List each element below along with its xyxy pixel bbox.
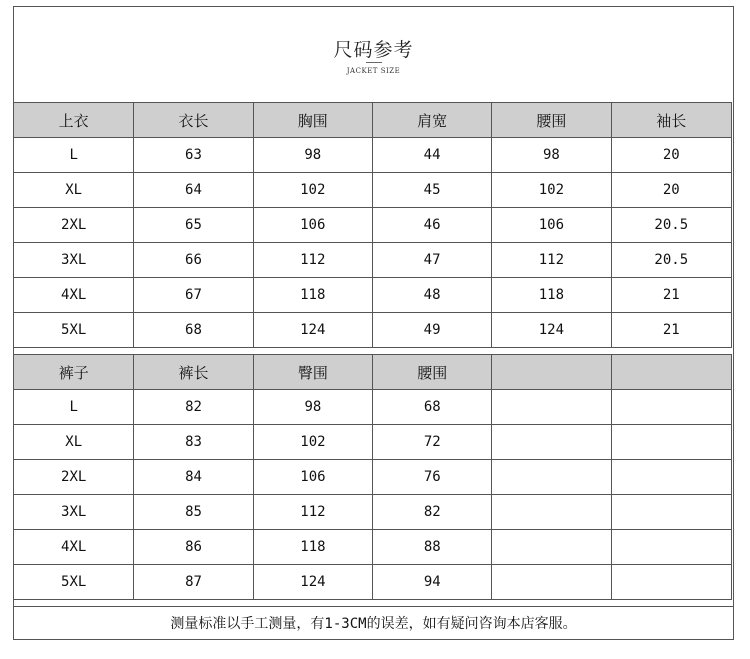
measurement-cell: 102 — [492, 173, 611, 208]
measurement-cell: 48 — [372, 278, 491, 313]
measurement-cell — [611, 460, 731, 495]
pants-header-row — [14, 355, 732, 390]
size-chart-sheet — [13, 6, 734, 640]
size-label-cell: 3XL — [14, 495, 134, 530]
measurement-cell: 66 — [134, 243, 253, 278]
measurement-cell: 82 — [134, 390, 253, 425]
measurement-cell: 124 — [253, 565, 372, 600]
measurement-cell: 106 — [253, 460, 372, 495]
chart-subtitle: JACKET SIZE — [346, 67, 401, 75]
measurement-cell: 65 — [134, 208, 253, 243]
pants-column-header: 裤子 — [14, 355, 134, 390]
measurement-cell: 112 — [253, 243, 372, 278]
measurement-cell: 20.5 — [611, 208, 731, 243]
table-row — [14, 173, 732, 208]
table-row — [14, 425, 732, 460]
measurement-cell: 98 — [253, 390, 372, 425]
size-label-cell: 2XL — [14, 460, 134, 495]
measurement-cell: 63 — [134, 138, 253, 173]
size-label-cell: 5XL — [14, 565, 134, 600]
measurement-cell: 86 — [134, 530, 253, 565]
jacket-column-header: 衣长 — [134, 103, 253, 138]
table-row — [14, 495, 732, 530]
measurement-cell: 67 — [134, 278, 253, 313]
pants-column-header: 裤长 — [134, 355, 253, 390]
measurement-note: 测量标准以手工测量，有1-3CM的误差，如有疑问咨询本店客服。 — [14, 606, 733, 641]
measurement-cell: 94 — [373, 565, 492, 600]
chart-header — [14, 7, 733, 102]
measurement-cell: 82 — [373, 495, 492, 530]
size-label-cell: 5XL — [14, 313, 134, 348]
size-label-cell: 4XL — [14, 530, 134, 565]
jacket-size-table — [13, 102, 732, 348]
measurement-cell: 106 — [253, 208, 372, 243]
measurement-cell — [611, 425, 731, 460]
measurement-cell: 98 — [492, 138, 611, 173]
measurement-cell — [492, 530, 611, 565]
jacket-column-header: 袖长 — [611, 103, 731, 138]
size-label-cell: XL — [14, 425, 134, 460]
measurement-cell: 106 — [492, 208, 611, 243]
measurement-cell: 84 — [134, 460, 253, 495]
measurement-cell: 64 — [134, 173, 253, 208]
measurement-cell: 20 — [611, 138, 731, 173]
measurement-cell: 87 — [134, 565, 253, 600]
measurement-cell — [492, 425, 611, 460]
measurement-cell: 20 — [611, 173, 731, 208]
measurement-cell — [611, 495, 731, 530]
measurement-cell: 102 — [253, 425, 372, 460]
table-row — [14, 313, 732, 348]
measurement-cell: 72 — [373, 425, 492, 460]
jacket-column-header: 腰围 — [492, 103, 611, 138]
measurement-cell — [492, 495, 611, 530]
measurement-cell: 112 — [253, 495, 372, 530]
measurement-cell: 124 — [253, 313, 372, 348]
table-row — [14, 565, 732, 600]
size-label-cell: 2XL — [14, 208, 134, 243]
measurement-cell — [492, 390, 611, 425]
table-row — [14, 460, 732, 495]
measurement-cell: 47 — [372, 243, 491, 278]
table-row — [14, 243, 732, 278]
pants-column-header: 腰围 — [373, 355, 492, 390]
measurement-cell — [492, 460, 611, 495]
measurement-cell — [611, 565, 731, 600]
pants-size-table — [13, 354, 732, 600]
measurement-cell: 118 — [253, 530, 372, 565]
measurement-cell: 21 — [611, 313, 731, 348]
table-row — [14, 138, 732, 173]
chart-title: 尺码参考 — [333, 39, 414, 61]
measurement-cell — [611, 390, 731, 425]
measurement-cell: 118 — [253, 278, 372, 313]
measurement-cell: 44 — [372, 138, 491, 173]
measurement-cell: 98 — [253, 138, 372, 173]
measurement-cell: 20.5 — [611, 243, 731, 278]
measurement-cell: 45 — [372, 173, 491, 208]
size-label-cell: XL — [14, 173, 134, 208]
table-row — [14, 208, 732, 243]
pants-column-header — [492, 355, 611, 390]
size-label-cell: L — [14, 138, 134, 173]
measurement-cell: 68 — [373, 390, 492, 425]
measurement-cell: 68 — [134, 313, 253, 348]
measurement-cell: 85 — [134, 495, 253, 530]
table-row — [14, 278, 732, 313]
measurement-cell: 46 — [372, 208, 491, 243]
size-label-cell: 4XL — [14, 278, 134, 313]
size-label-cell: L — [14, 390, 134, 425]
measurement-cell: 124 — [492, 313, 611, 348]
measurement-cell: 21 — [611, 278, 731, 313]
measurement-cell: 102 — [253, 173, 372, 208]
pants-column-header — [611, 355, 731, 390]
measurement-cell: 49 — [372, 313, 491, 348]
jacket-column-header: 胸围 — [253, 103, 372, 138]
measurement-cell — [492, 565, 611, 600]
table-row — [14, 390, 732, 425]
jacket-column-header: 上衣 — [14, 103, 134, 138]
jacket-column-header: 肩宽 — [372, 103, 491, 138]
measurement-cell: 88 — [373, 530, 492, 565]
measurement-cell: 76 — [373, 460, 492, 495]
measurement-cell: 112 — [492, 243, 611, 278]
measurement-cell — [611, 530, 731, 565]
measurement-cell: 83 — [134, 425, 253, 460]
jacket-header-row — [14, 103, 732, 138]
table-row — [14, 530, 732, 565]
measurement-cell: 118 — [492, 278, 611, 313]
pants-column-header: 臀围 — [253, 355, 372, 390]
title-divider — [366, 62, 382, 63]
size-label-cell: 3XL — [14, 243, 134, 278]
